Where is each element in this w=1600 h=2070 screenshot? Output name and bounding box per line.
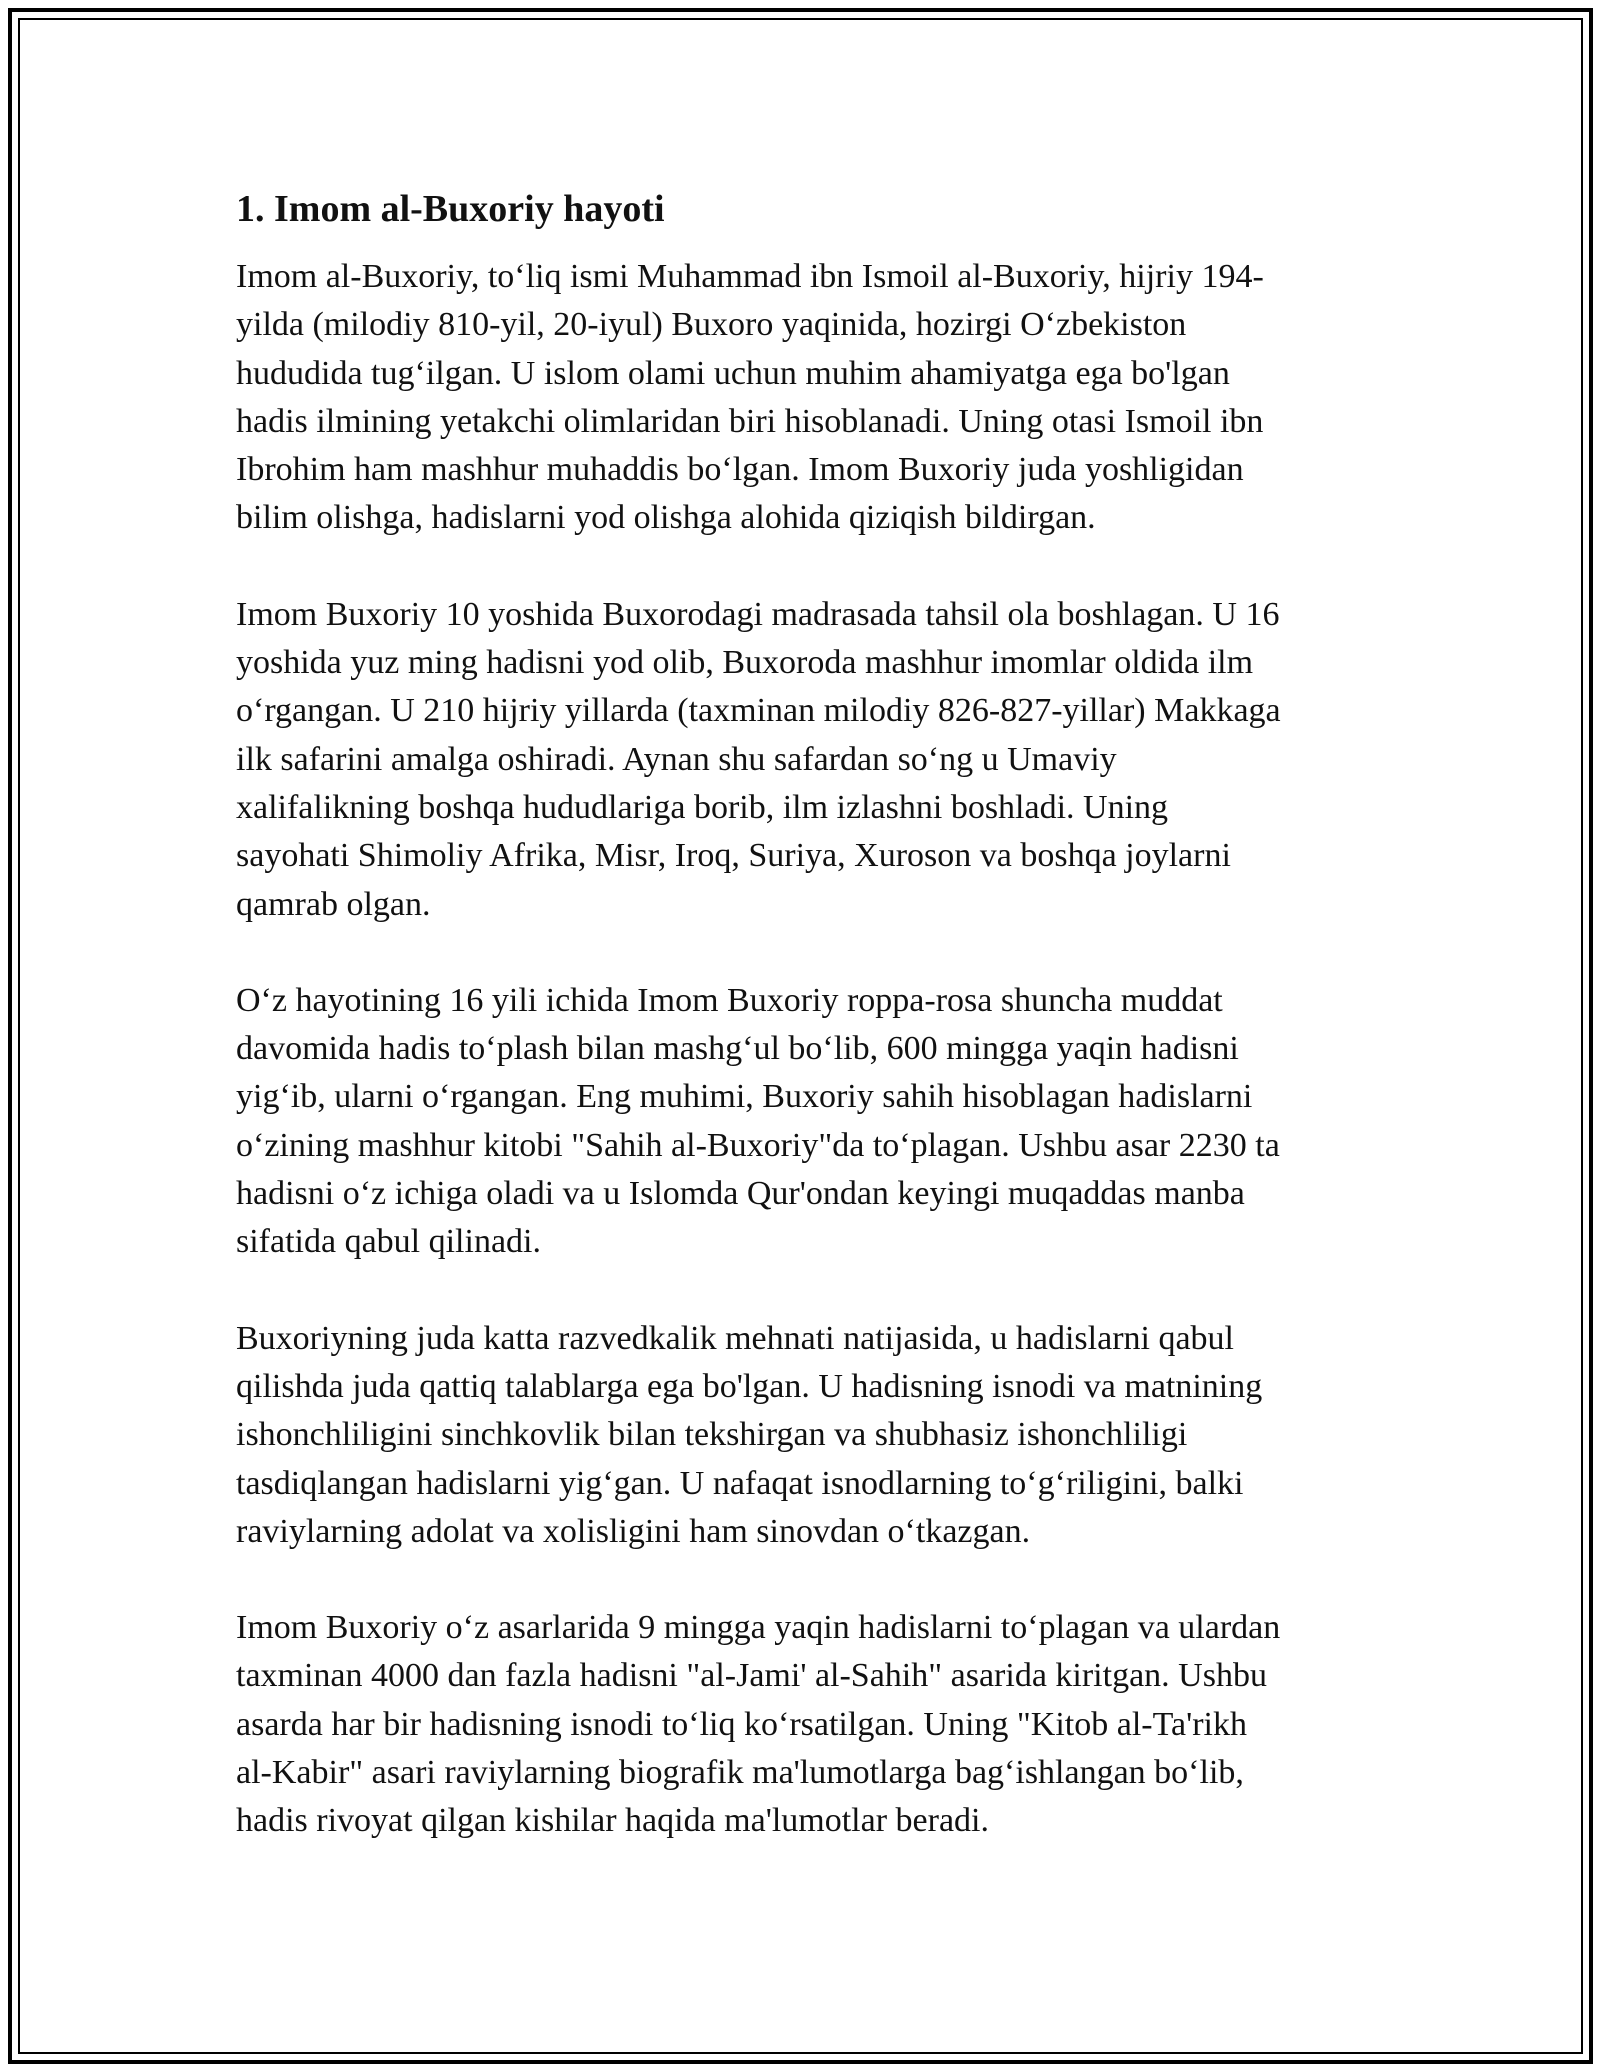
paragraph-5 xyxy=(236,1604,1366,1845)
text-line: hadis ilmining yetakchi olimlaridan biri hisoblanadi. Uning otasi Ismoil ibn xyxy=(236,402,1264,440)
text-line: hadisni o‘z ichiga oladi va u Islomda Qur'ondan keyingi muqaddas manba xyxy=(236,1175,1245,1213)
paragraph-2 xyxy=(236,591,1366,929)
text-line: qamrab olgan. xyxy=(236,885,431,923)
text-line: sifatida qabul qilinadi. xyxy=(236,1223,541,1261)
text-line: taxminan 4000 dan fazla hadisni "al-Jami' al-Sahih" asarida kiritgan. Ushbu xyxy=(236,1657,1267,1695)
text-line: o‘zining mashhur kitobi "Sahih al-Buxoriy"da to‘plagan. Ushbu asar 2230 ta xyxy=(236,1126,1280,1164)
text-line: xalifalikning boshqa hududlariga borib, ilm izlashni boshladi. Uning xyxy=(236,788,1169,826)
text-line: yilda (milodiy 810-yil, 20-iyul) Buxoro yaqinida, hozirgi O‘zbekiston xyxy=(236,306,1187,344)
text-line: davomida hadis to‘plash bilan mashg‘ul bo‘lib, 600 mingga yaqin hadisni xyxy=(236,1030,1239,1068)
document-body xyxy=(236,185,1366,1894)
text-line: tasdiqlangan hadislarni yig‘gan. U nafaqat isnodlarning to‘g‘riligini, balki xyxy=(236,1464,1244,1502)
text-line: qilishda juda qattiq talablarga ega bo'lgan. U hadisning isnodi va matnining xyxy=(236,1367,1263,1405)
text-line: al-Kabir" asari raviylarning biografik ma'lumotlarga bag‘ishlangan bo‘lib, xyxy=(236,1754,1244,1792)
text-line: hadis rivoyat qilgan kishilar haqida ma'lumotlar beradi. xyxy=(236,1802,989,1840)
paragraph-1 xyxy=(236,253,1366,543)
paragraph-4 xyxy=(236,1315,1366,1556)
text-line: Buxoriyning juda katta razvedkalik mehnati natijasida, u hadislarni qabul xyxy=(236,1319,1235,1357)
text-line: sayohati Shimoliy Afrika, Misr, Iroq, Suriya, Xuroson va boshqa joylarni xyxy=(236,837,1231,875)
text-line: yoshida yuz ming hadisni yod olib, Buxoroda mashhur imomlar oldida ilm xyxy=(236,644,1254,682)
text-line: O‘z hayotining 16 yili ichida Imom Buxoriy roppa-rosa shuncha muddat xyxy=(236,981,1223,1019)
text-line: Imom al-Buxoriy, to‘liq ismi Muhammad ibn Ismoil al-Buxoriy, hijriy 194- xyxy=(236,258,1264,295)
text-line: Imom Buxoriy o‘z asarlarida 9 mingga yaqin hadislarni to‘plagan va ulardan xyxy=(236,1609,1281,1647)
text-line: Imom Buxoriy 10 yoshida Buxorodagi madrasada tahsil ola boshlagan. U 16 xyxy=(236,595,1280,633)
text-line: yig‘ib, ularni o‘rgangan. Eng muhimi, Buxoriy sahih hisoblagan hadislarni xyxy=(236,1078,1253,1116)
text-line: Ibrohim ham mashhur muhaddis bo‘lgan. Imom Buxoriy juda yoshligidan xyxy=(236,451,1244,489)
text-line: ishonchliligini sinchkovlik bilan tekshirgan va shubhasiz ishonchliligi xyxy=(236,1416,1188,1454)
section-heading: 1. Imom al-Buxoriy hayoti xyxy=(236,188,665,230)
text-line: asarda har bir hadisning isnodi to‘liq ko‘rsatilgan. Uning "Kitob al-Ta'rikh xyxy=(236,1705,1247,1743)
text-line: bilim olishga, hadislarni yod olishga alohida qiziqish bildirgan. xyxy=(236,499,1096,537)
paragraph-3 xyxy=(236,977,1366,1267)
text-line: hududida tug‘ilgan. U islom olami uchun muhim ahamiyatga ega bo'lgan xyxy=(236,354,1230,392)
text-line: o‘rgangan. U 210 hijriy yillarda (taxminan milodiy 826-827-yillar) Makkaga xyxy=(236,692,1281,730)
text-line: raviylarning adolat va xolisligini ham sinovdan o‘tkazgan. xyxy=(236,1512,1031,1550)
text-line: ilk safarini amalga oshiradi. Aynan shu safardan so‘ng u Umaviy xyxy=(236,740,1117,778)
